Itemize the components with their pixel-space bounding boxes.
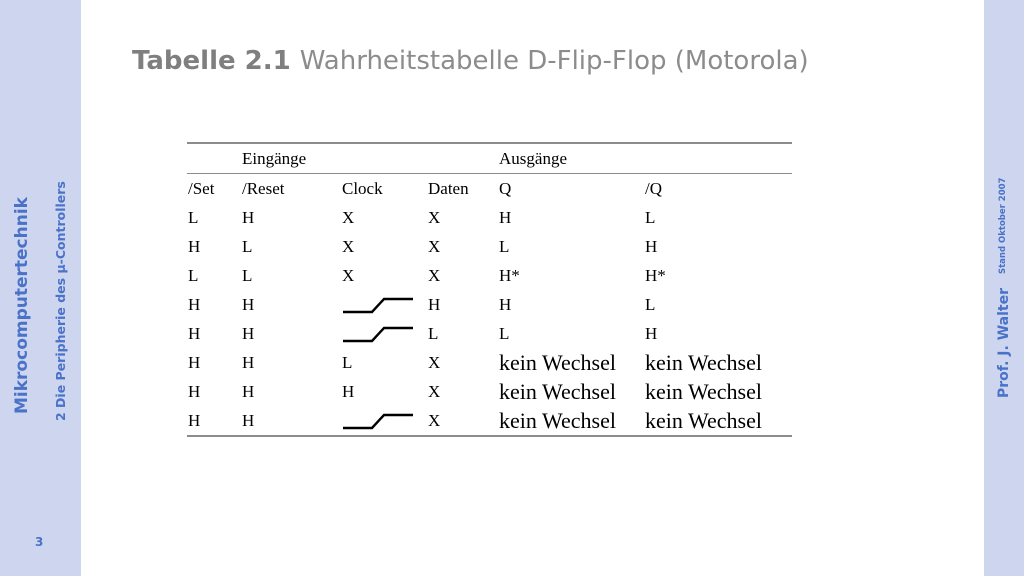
cell-q-inverted: L	[645, 207, 656, 227]
cell-reset: H	[242, 352, 255, 372]
rising-edge-icon	[342, 294, 414, 316]
rising-edge-icon	[342, 410, 414, 432]
cell-clock: X	[342, 265, 355, 285]
cell-reset: H	[241, 406, 341, 436]
slide-title-number: Tabelle 2.1	[132, 46, 291, 76]
truth-table-body	[187, 143, 792, 436]
cell-q: L	[499, 236, 510, 256]
cell-set: H	[188, 352, 201, 372]
cell-reset: H	[242, 207, 255, 227]
cell-reset: L	[242, 265, 253, 285]
column-header-set: /Set	[187, 174, 241, 204]
group-header-row	[187, 143, 792, 174]
cell-data: H	[428, 294, 441, 314]
cell-q: L	[499, 323, 510, 343]
table-row	[187, 290, 792, 319]
cell-q-inverted: H	[645, 236, 658, 256]
column-header-clock: Clock	[341, 174, 427, 204]
group-header-outputs: Ausgänge	[498, 143, 792, 174]
truth-table	[187, 142, 792, 437]
cell-set: H	[188, 236, 201, 256]
table-row	[187, 406, 792, 436]
group-header-inputs: Eingänge	[241, 143, 498, 174]
table-row	[187, 377, 792, 406]
course-title: Mikrocomputertechnik	[12, 197, 32, 414]
cell-clock: X	[342, 236, 355, 256]
cell-clock: H	[342, 381, 355, 401]
cell-clock	[341, 406, 427, 436]
cell-data: X	[428, 265, 441, 285]
cell-set: H	[187, 406, 241, 436]
cell-q: H*	[499, 265, 520, 285]
cell-clock	[341, 319, 427, 348]
cell-reset: H	[242, 294, 255, 314]
table-row	[187, 261, 792, 290]
column-header-data: Daten	[427, 174, 498, 204]
page-number: 3	[35, 535, 44, 549]
column-header-q: Q	[498, 174, 644, 204]
table-row	[187, 319, 792, 348]
cell-reset: H	[242, 323, 255, 343]
cell-data: X	[428, 381, 441, 401]
cell-q: H	[499, 207, 512, 227]
slide-title-text: Wahrheitstabelle D-Flip-Flop (Motorola)	[299, 46, 809, 76]
cell-data: L	[428, 323, 439, 343]
cell-clock: L	[342, 352, 353, 372]
cell-q-inverted: H*	[645, 265, 666, 285]
cell-q-inverted: H	[645, 323, 658, 343]
cell-data: X	[428, 207, 441, 227]
cell-q-inverted: kein Wechsel	[644, 406, 792, 436]
column-header-q-inverted: /Q	[644, 174, 792, 204]
cell-q: kein Wechsel	[499, 378, 616, 404]
author-name: Prof. J. Walter	[996, 288, 1012, 398]
cell-q: kein Wechsel	[499, 349, 616, 375]
revision-date: Stand Oktober 2007	[998, 177, 1008, 274]
cell-q: kein Wechsel	[498, 406, 644, 436]
cell-set: H	[188, 294, 201, 314]
chapter-title: 2 Die Peripherie des µ-Controllers	[53, 181, 68, 421]
column-header-reset: /Reset	[241, 174, 341, 204]
cell-q-inverted: kein Wechsel	[645, 349, 762, 375]
cell-q-inverted: L	[645, 294, 656, 314]
cell-clock	[341, 290, 427, 319]
cell-q-inverted: kein Wechsel	[645, 378, 762, 404]
slide-title	[132, 46, 809, 76]
table-row	[187, 203, 792, 232]
cell-q: H	[499, 294, 512, 314]
cell-data: X	[428, 352, 441, 372]
rising-edge-icon	[342, 323, 414, 345]
cell-clock: X	[342, 207, 355, 227]
cell-reset: L	[242, 236, 253, 256]
cell-set: H	[188, 381, 201, 401]
column-header-row	[187, 174, 792, 204]
table-row	[187, 348, 792, 377]
cell-reset: H	[242, 381, 255, 401]
cell-set: L	[188, 265, 199, 285]
cell-data: X	[427, 406, 498, 436]
cell-set: H	[188, 323, 201, 343]
cell-data: X	[428, 236, 441, 256]
cell-set: L	[188, 207, 199, 227]
table-row	[187, 232, 792, 261]
